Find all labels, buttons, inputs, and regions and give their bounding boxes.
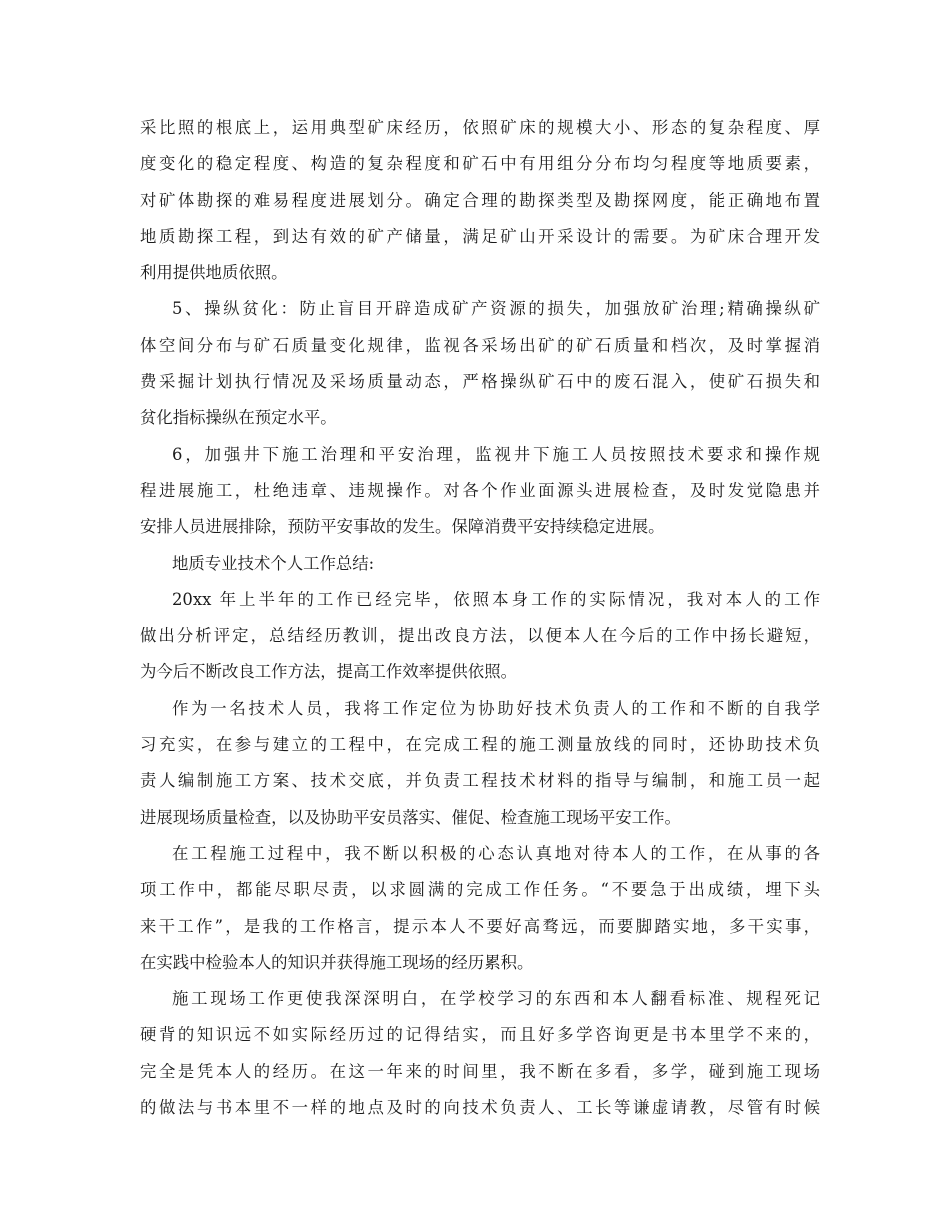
paragraph-attitude bbox=[140, 836, 820, 981]
text-line: 硬背的知识远不如实际经历过的记得结实，而且好多学咨询更是书本里学不来的， bbox=[140, 1025, 820, 1045]
text-line: 在工程施工过程中，我不断以积极的心态认真地对待本人的工作，在从事的各 bbox=[172, 843, 820, 863]
text-line: 对矿体勘探的难易程度进展划分。确定合理的勘探类型及勘探网度，能正确地布置 bbox=[140, 190, 820, 210]
section-heading bbox=[140, 546, 820, 582]
text-line: 采比照的根底上，运用典型矿床经历，依照矿床的规模大小、形态的复杂程度、厚 bbox=[140, 118, 820, 137]
text-line: 的做法与书本里不一样的地点及时的向技术负责人、工长等谦虚请教，尽管有时候 bbox=[140, 1098, 820, 1118]
paragraph-item-6 bbox=[140, 437, 820, 546]
text-line: 进展现场质量检查，以及协助平安员落实、催促、检查施工现场平安工作。 bbox=[140, 807, 681, 827]
paragraph-item-5 bbox=[140, 291, 820, 436]
text-line: 来干工作”，是我的工作格言，提示本人不要好高骛远，而要脚踏实地，多干实事， bbox=[140, 916, 820, 936]
heading-line: 地质专业技术个人工作总结: bbox=[172, 553, 375, 573]
document-body bbox=[140, 110, 820, 1126]
text-line: 在实践中检验本人的知识并获得施工现场的经历累积。 bbox=[140, 952, 534, 972]
text-line: 6，加强井下施工治理和平安治理，监视井下施工人员按照技术要求和操作规 bbox=[172, 444, 820, 464]
text-line: 费采掘计划执行情况及采场质量动态，严格操纵矿石中的废石混入，使矿石损失和 bbox=[140, 372, 820, 392]
text-line: 为今后不断改良工作方法，提高工作效率提供依照。 bbox=[140, 662, 517, 682]
text-line: 习充实，在参与建立的工程中，在完成工程的施工测量放线的同时，还协助技术负 bbox=[140, 735, 820, 755]
paragraph-summary-intro bbox=[140, 582, 820, 691]
text-line: 项工作中，都能尽职尽责，以求圆满的完成工作任务。“不要急于出成绩，埋下头 bbox=[140, 880, 820, 900]
text-line: 利用提供地质依照。 bbox=[140, 263, 288, 283]
text-line: 责人编制施工方案、技术交底，并负责工程技术材料的指导与编制，和施工员一起 bbox=[140, 771, 820, 791]
text-line: 施工现场工作更使我深深明白，在学校学习的东西和本人翻看标准、规程死记 bbox=[172, 989, 820, 1009]
text-line: 5、操纵贫化：防止盲目开辟造成矿产资源的损失，加强放矿治理;精确操纵矿 bbox=[172, 299, 820, 319]
paragraph-experience bbox=[140, 981, 820, 1126]
paragraph-role bbox=[140, 691, 820, 836]
text-line: 做出分析评定，总结经历教训，提出改良方法，以便本人在今后的工作中扬长避短， bbox=[140, 626, 820, 646]
text-line: 作为一名技术人员，我将工作定位为协助好技术负责人的工作和不断的自我学 bbox=[172, 698, 820, 718]
text-line: 程进展施工，杜绝违章、违规操作。对各个作业面源头进展检查，及时发觉隐患并 bbox=[140, 480, 820, 500]
text-line: 20xx 年上半年的工作已经完毕，依照本身工作的实际情况，我对本人的工作 bbox=[172, 589, 820, 609]
text-line: 完全是凭本人的经历。在这一年来的时间里，我不断在多看，多学，碰到施工现场 bbox=[140, 1061, 820, 1081]
text-line: 体空间分布与矿石质量变化规律，监视各采场出矿的矿石质量和档次，及时掌握消 bbox=[140, 335, 820, 355]
text-line: 安排人员进展排除，预防平安事故的发生。保障消费平安持续稳定进展。 bbox=[140, 517, 665, 537]
text-line: 贫化指标操纵在预定水平。 bbox=[140, 408, 337, 428]
paragraph-continuation bbox=[140, 110, 820, 291]
text-line: 度变化的稳定程度、构造的复杂程度和矿石中有用组分分布均匀程度等地质要素， bbox=[140, 154, 820, 174]
text-line: 地质勘探工程，到达有效的矿产储量，满足矿山开采设计的需要。为矿床合理开发 bbox=[140, 226, 820, 246]
